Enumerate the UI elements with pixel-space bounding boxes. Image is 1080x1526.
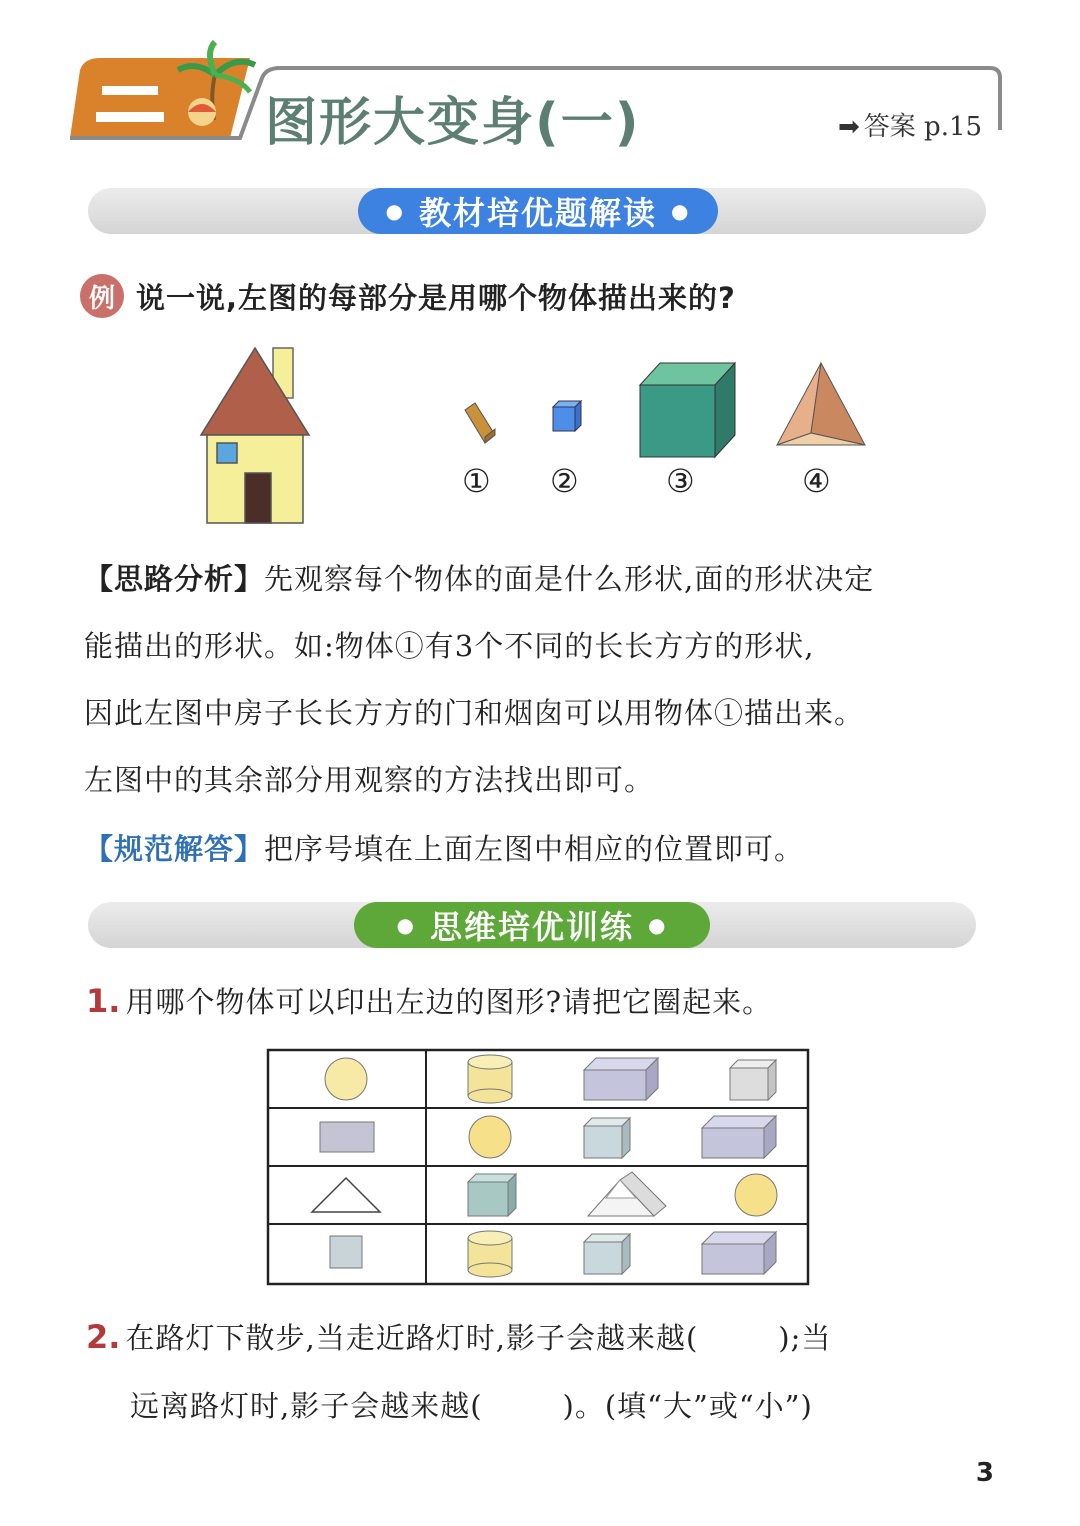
question-1 <box>86 980 772 1021</box>
page-title: 图形大变身(一) <box>265 93 641 153</box>
object-1-block <box>465 403 495 443</box>
object-label-4: ④ <box>802 462 831 500</box>
answer-paragraph <box>84 816 994 883</box>
object-4-pyramid <box>777 363 865 445</box>
answer-tag: 【规范解答】 <box>84 832 265 866</box>
page-number: 3 <box>975 1458 994 1488</box>
object-label-2: ② <box>550 462 579 500</box>
rectangle-shape <box>320 1122 374 1152</box>
example-badge: 例 <box>80 274 124 318</box>
cuboid-object[interactable] <box>702 1232 776 1274</box>
answer-text: 把序号填在上面左图中相应的位置即可。 <box>264 832 805 866</box>
cuboid-object[interactable] <box>584 1058 658 1100</box>
cylinder-object[interactable] <box>468 1055 512 1103</box>
answer-reference <box>838 106 982 143</box>
cube-object[interactable] <box>730 1060 776 1100</box>
ball-object[interactable] <box>735 1174 777 1216</box>
object-2-small-cube <box>553 401 581 431</box>
square-shape <box>330 1236 362 1268</box>
question-text-line1-a: 在路灯下散步,当走近路灯时,影子会越来越( <box>125 1321 699 1355</box>
circle-shape <box>325 1058 367 1100</box>
analysis-paragraph <box>84 546 994 814</box>
window <box>217 443 237 463</box>
analysis-tag: 【思路分析】 <box>84 562 265 596</box>
section-label: 思维培优训练 <box>429 908 634 946</box>
analysis-line: 因此左图中房子长长方方的门和烟囱可以用物体①描出来。 <box>84 696 865 730</box>
object-label-3: ③ <box>666 462 695 500</box>
cuboid-object[interactable] <box>702 1116 776 1158</box>
analysis-line: 能描出的形状。如:物体①有3个不同的长长方方的形状, <box>84 629 815 663</box>
cube-object[interactable] <box>584 1234 630 1274</box>
section-banner-training: ● 思维培优训练 ● <box>354 902 710 948</box>
question-number: 1. <box>86 982 121 1020</box>
door <box>245 473 271 523</box>
ball-object[interactable] <box>469 1116 511 1158</box>
answer-ref-text: 答案 p.15 <box>863 112 983 142</box>
objects-figure <box>455 355 885 460</box>
cylinder-object[interactable] <box>468 1231 512 1277</box>
chapter-number-mark <box>96 78 176 128</box>
question-number: 2. <box>86 1318 121 1356</box>
example-question: 说一说,左图的每部分是用哪个物体描出来的? <box>136 281 736 315</box>
cube-object[interactable] <box>584 1118 630 1158</box>
arrow-right-icon: ➡ <box>838 112 860 142</box>
house-figure <box>195 340 315 530</box>
question-2 <box>86 1316 831 1357</box>
analysis-line: 先观察每个物体的面是什么形状,面的形状决定 <box>264 562 875 596</box>
object-label-1: ① <box>462 462 491 500</box>
analysis-line: 左图中的其余部分用观察的方法找出即可。 <box>84 763 655 797</box>
section-banner-textbook: ● 教材培优题解读 ● <box>358 188 718 234</box>
shapes-table <box>266 1048 812 1288</box>
section-label: 教材培优题解读 <box>418 194 657 232</box>
object-3-large-cube <box>640 363 735 457</box>
question-text-line2-a: 远离路灯时,影子会越来越( <box>130 1389 483 1423</box>
question-text: 用哪个物体可以印出左边的图形?请把它圈起来。 <box>125 985 773 1019</box>
question-text-line1-b: );当 <box>778 1321 832 1355</box>
question-text-line2-b: )。(填“大”或“小”) <box>562 1389 813 1423</box>
cube-object[interactable] <box>468 1174 516 1216</box>
question-2-line2 <box>130 1384 813 1425</box>
